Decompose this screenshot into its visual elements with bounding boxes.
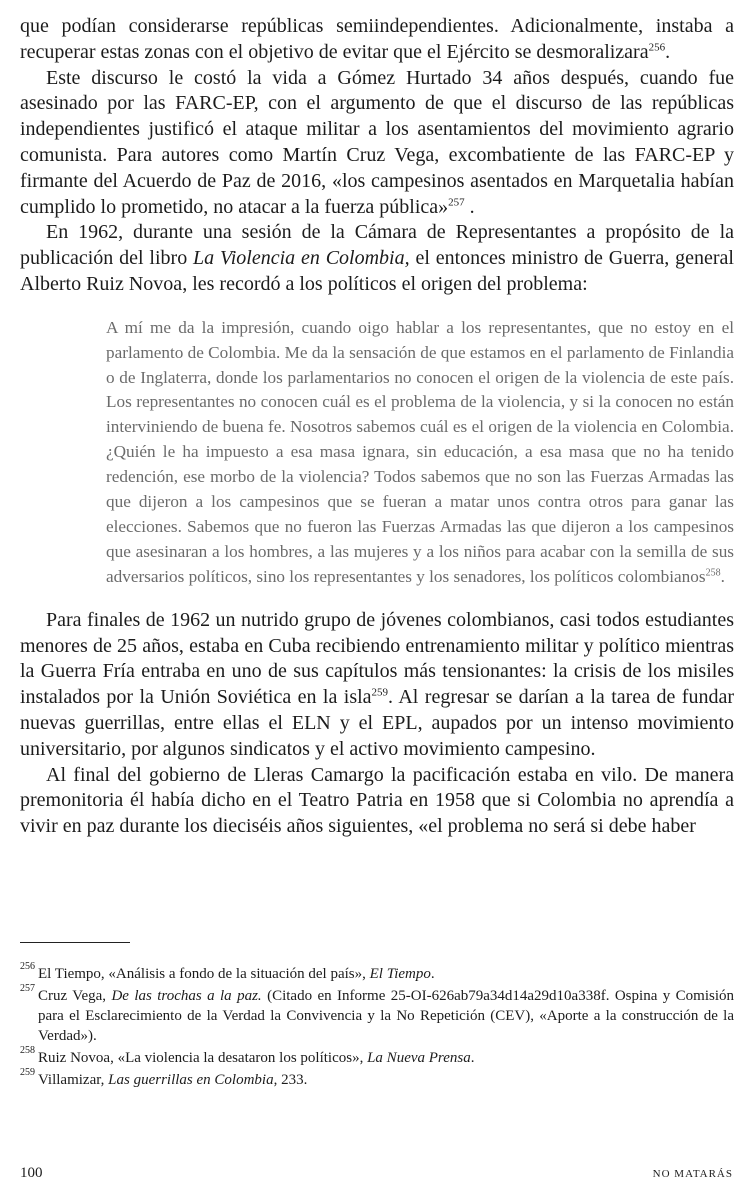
quote-end: . bbox=[720, 566, 725, 586]
paragraph-4 bbox=[20, 608, 734, 763]
footnote-title: El Tiempo bbox=[369, 966, 431, 982]
book-title: La Violencia en Colombia, bbox=[193, 247, 410, 270]
paragraph-end: . Al regresar se darían a la tarea de fundar nuevas guerrillas, entre ellas el ELN y el EPL, aupados por un intenso movimiento universitario, por algunos sindicatos y el activo movimiento campesino. bbox=[20, 686, 734, 760]
paragraph-text: Para finales de 1962 un nutrido grupo de jóvenes colombianos, casi todos estudiantes menores de 25 años, estaba en Cuba recibiendo entrenamiento militar y político mientras la Guerra Fría entraba en uno de sus capítulos más tensionantes: la crisis de los misiles instalados por la Unión Soviética en la isla bbox=[20, 608, 734, 709]
footnote-text: . bbox=[430, 966, 435, 982]
footnote-number: 259 bbox=[20, 1067, 35, 1078]
footnote-text: (Citado en Informe 25-OI-626ab79a34d14a29d10a338f. Ospina y Comisión para el Esclarecimiento de la Verdad la Convivencia y la No Repetición (CEV), «Aporte a la construcción de la Verdad»). bbox=[38, 988, 735, 1044]
footnote-text: Cruz Vega, bbox=[38, 988, 112, 1004]
paragraph-end: . bbox=[464, 195, 475, 218]
footnote-text: Ruiz Novoa, «La violencia la desataron los políticos», bbox=[38, 1050, 368, 1066]
footnote-258 bbox=[20, 1045, 734, 1068]
paragraph-text: En 1962, durante una sesión de la Cámara de Representantes a propósito de la publicación del libro bbox=[20, 221, 734, 270]
footnote-259 bbox=[20, 1067, 734, 1090]
paragraph-text: Este discurso le costó la vida a Gómez Hurtado 34 años después, cuando fue asesinado por las FARC-EP, con el argumento de que el discurso de las repúblicas independientes justificó el ataque militar a los asentamientos del movimiento agrario comunista. Para autores como Martín Cruz Vega, excombatiente de las FARC-EP y firmante del Acuerdo de Paz de 2016, «los campesinos asentados en Marquetalia habían cumplido lo prometido, no atacar a la fuerza pública» bbox=[20, 66, 734, 218]
paragraph-text: el entonces ministro de Guerra, general Alberto Ruiz Novoa, les recordó a los políticos el origen del problema: bbox=[20, 247, 734, 295]
footnote-ref: 256 bbox=[648, 41, 666, 54]
block-quote bbox=[106, 316, 734, 590]
footnote-text: Villamizar, bbox=[38, 1072, 109, 1088]
footnote-number: 258 bbox=[20, 1045, 35, 1056]
paragraph-5 bbox=[20, 763, 734, 840]
footnote-title: Las guerrillas en Colombia bbox=[108, 1072, 274, 1088]
footnote-title: La Nueva Prensa bbox=[367, 1050, 471, 1066]
footnote-ref: 259 bbox=[371, 686, 389, 699]
footnote-text: . bbox=[470, 1050, 475, 1066]
footnote-text: El Tiempo, «Análisis a fondo de la situación del país», bbox=[38, 966, 370, 982]
footnote-ref: 258 bbox=[705, 567, 721, 579]
page-number: 100 bbox=[20, 1165, 43, 1181]
footnote-title: De las trochas a la paz. bbox=[111, 988, 262, 1004]
paragraph-text: que podían considerarse repúblicas semiindependientes. Adicionalmente, instaba a recuperar estas zonas con el objetivo de evitar que el Ejército se desmoralizara bbox=[20, 15, 734, 63]
footnote-divider bbox=[20, 942, 130, 943]
footnote-number: 256 bbox=[20, 961, 35, 972]
quote-text: A mí me da la impresión, cuando oigo hablar a los representantes, que no estoy en el parlamento de Colombia. Me da la sensación de que estamos en el parlamento de Finlandia o de Inglaterra, donde los parlamentarios no conocen el origen de la violencia de este país. Los representantes no conocen cuál es el problema de la violencia, y si la conocen no están interviniendo de buena fe. Nosotros sabemos cuál es el origen de la violencia en Colombia. ¿Quién le ha impuesto a esa masa ignara, sin educación, a esa masa que no ha tenido redención, ese morbo de la violencia? Todos sabemos que no son las Fuerzas Armadas las que dijeron a los campesinos que se fueran a matar unos contra otros para ganar las elecciones. Sabemos que no fueron las Fuerzas Armadas las que dijeron a los campesinos que asesinaran a los hombres, a las mujeres y a los niños para acabar con la semilla de sus adversarios políticos, sino los representantes y los senadores, los políticos colombianos bbox=[106, 317, 734, 586]
footnote-text: , 233. bbox=[273, 1072, 308, 1088]
footnotes bbox=[20, 961, 735, 1092]
footnote-number: 257 bbox=[20, 983, 35, 994]
footnote-ref: 257 bbox=[448, 195, 465, 208]
main-text bbox=[20, 14, 734, 840]
footnote-257 bbox=[20, 983, 735, 1046]
running-title: NO MATARÁS bbox=[652, 1168, 733, 1180]
paragraph-1 bbox=[20, 14, 734, 66]
paragraph-3 bbox=[20, 220, 734, 297]
footnote-256 bbox=[20, 961, 734, 984]
paragraph-2 bbox=[20, 66, 734, 221]
paragraph-text: Al final del gobierno de Lleras Camargo la pacificación estaba en vilo. De manera premonitoria él había dicho en el Teatro Patria en 1958 que si Colombia no aprendía a vivir en paz durante los dieciséis años siguientes, «el problema no será si debe haber bbox=[20, 763, 734, 838]
paragraph-end: . bbox=[665, 40, 671, 63]
